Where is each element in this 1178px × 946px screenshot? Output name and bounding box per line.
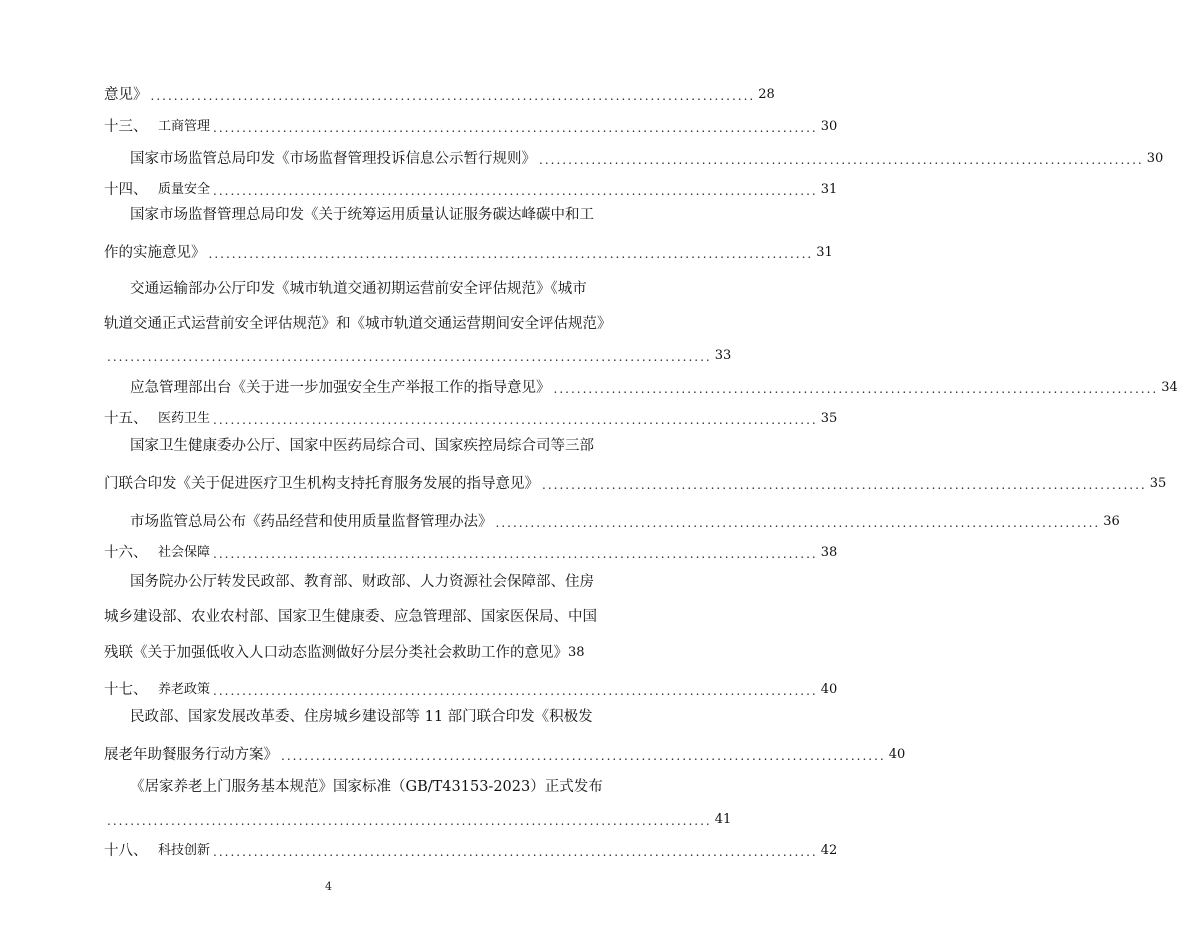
toc-page-number: 30 [820,119,838,134]
toc-page-number: 34 [1161,380,1178,395]
page-footer-number: 4 [325,880,332,893]
section-title: 质量安全 [158,182,211,197]
dot-leader: ........................................................................................................ [213,845,818,859]
toc-entry-title: 展老年助餐服务行动方案》 [104,747,278,763]
toc-section-heading[interactable] [104,402,838,428]
toc-section-heading[interactable] [104,673,838,699]
toc-entry-line[interactable]: 国务院办公厅转发民政部、教育部、财政部、人力资源社会保障部、住房 [130,574,594,590]
toc-section-heading[interactable] [104,536,838,562]
toc-entry-title: 市场监管总局公布《药品经营和使用质量监督管理办法》 [130,514,493,530]
section-title: 科技创新 [158,843,211,858]
toc-entry[interactable] [104,467,1167,493]
toc-page-number: 33 [714,348,732,363]
toc-page-number: 40 [888,747,906,762]
toc-entry-title: 作的实施意见》 [104,245,206,261]
section-title: 医药卫生 [158,411,211,426]
toc-entry-line[interactable]: 轨道交通正式运营前安全评估规范》和《城市轨道交通运营期间安全评估规范》 [104,316,612,332]
toc-entry[interactable] [104,505,1120,531]
toc-entry-line[interactable]: 城乡建设部、农业农村部、国家卫生健康委、应急管理部、国家医保局、中国 [104,609,597,625]
toc-page-number: 35 [1149,476,1167,491]
section-number: 十四、 [104,182,148,198]
dot-leader: ........................................................................................................ [281,749,886,763]
toc-page-number: 30 [1146,151,1164,166]
toc-entry[interactable] [104,339,732,365]
toc-entry[interactable] [104,142,1164,168]
toc-entry-title: 应急管理部出台《关于进一步加强安全生产举报工作的指导意见》 [130,380,551,396]
section-number: 十三、 [104,119,148,135]
dot-leader: ........................................................................................................ [107,350,712,364]
toc-entry[interactable] [104,803,732,829]
toc-entry-line[interactable]: 民政部、国家发展改革委、住房城乡建设部等 11 部门联合印发《积极发 [130,709,593,725]
toc-page-number: 31 [820,182,838,197]
dot-leader: ........................................................................................................ [213,547,818,561]
toc-section-heading[interactable] [104,173,838,199]
toc-entry-line[interactable]: 交通运输部办公厅印发《城市轨道交通初期运营前安全评估规范》《城市 [130,281,587,297]
toc-entry[interactable] [104,371,1178,397]
dot-leader: ........................................................................................................ [539,153,1144,167]
toc-entry[interactable] [104,236,833,262]
toc-entry-title: 意见》 [104,87,148,103]
toc-entry-line[interactable]: 国家卫生健康委办公厅、国家中医药局综合司、国家疾控局综合司等三部 [130,438,594,454]
dot-leader: ........................................................................................................ [208,247,814,261]
toc-page-number: 41 [714,812,732,827]
toc-entry-title: 门联合印发《关于促进医疗卫生机构支持托育服务发展的指导意见》 [104,476,539,492]
section-title: 社会保障 [158,545,211,560]
dot-leader: ........................................................................................................ [213,121,818,135]
toc-page-number: 31 [816,245,833,260]
toc-page-number: 38 [820,545,838,560]
toc-section-heading[interactable] [104,110,838,136]
toc-page-number: 38 [568,645,585,660]
toc-entry[interactable] [104,78,775,104]
dot-leader: ........................................................................................................ [495,516,1101,530]
dot-leader: ........................................................................................................ [213,184,818,198]
dot-leader: ........................................................................................................ [213,413,818,427]
toc-entry-title: 国家市场监管总局印发《市场监督管理投诉信息公示暂行规则》 [130,151,536,167]
toc-page-number: 36 [1103,514,1120,529]
dot-leader: ........................................................................................................ [213,684,818,698]
toc-page-number: 42 [820,843,838,858]
section-title: 工商管理 [158,119,211,134]
dot-leader: ........................................................................................................ [150,89,756,103]
dot-leader: ........................................................................................................ [553,382,1159,396]
section-number: 十八、 [104,843,148,859]
dot-leader: ........................................................................................................ [542,478,1147,492]
toc-entry[interactable] [104,636,585,662]
section-title: 养老政策 [158,682,211,697]
section-number: 十六、 [104,545,148,561]
toc-entry-line[interactable]: 国家市场监督管理总局印发《关于统筹运用质量认证服务碳达峰碳中和工 [130,207,594,223]
toc-entry-line[interactable]: 《居家养老上门服务基本规范》国家标准（GB/T43153-2023）正式发布 [130,779,603,795]
toc-page-number: 28 [758,87,775,102]
toc-entry-title: 残联《关于加强低收入人口动态监测做好分层分类社会救助工作的意见》 [104,645,568,661]
toc-section-heading[interactable] [104,834,838,860]
toc-entry[interactable] [104,738,906,764]
dot-leader: ........................................................................................................ [107,814,712,828]
section-number: 十五、 [104,411,148,427]
toc-page-number: 40 [820,682,838,697]
section-number: 十七、 [104,682,148,698]
toc-page-number: 35 [820,411,838,426]
